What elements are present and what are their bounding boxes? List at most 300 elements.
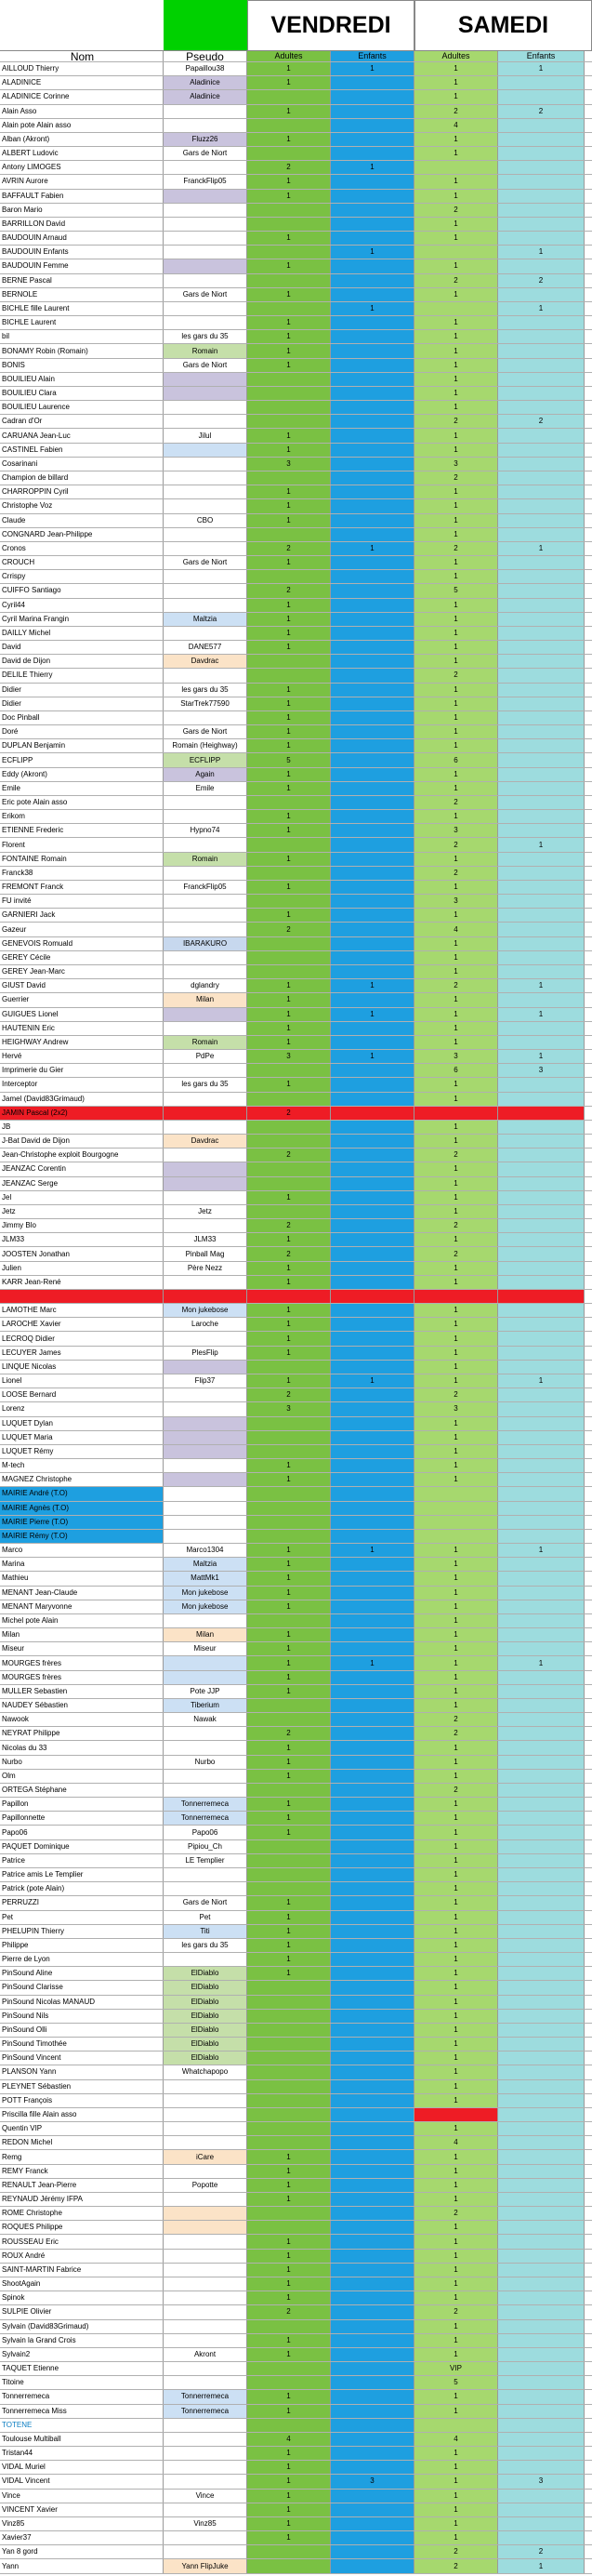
cell-nom: Jel — [0, 1191, 164, 1204]
cell-samedi-enfants: 3 — [498, 1064, 585, 1077]
table-row — [0, 1177, 592, 1191]
cell-samedi-enfants — [498, 2461, 585, 2474]
cell-nom: Jamel (David83Grimaud) — [0, 1093, 164, 1106]
cell-vendredi-adultes: 1 — [247, 810, 331, 823]
cell-samedi-adultes: 1 — [414, 1628, 498, 1641]
cell-vendredi-adultes — [247, 2376, 331, 2389]
table-row — [0, 246, 592, 259]
cell-nom: Nawook — [0, 1713, 164, 1726]
cell-vendredi-enfants — [331, 1572, 414, 1585]
cell-samedi-adultes: 1 — [414, 1756, 498, 1769]
cell-vendredi-enfants — [331, 2490, 414, 2503]
cell-samedi-enfants — [498, 1784, 585, 1797]
table-row — [0, 2038, 592, 2052]
cell-samedi-adultes: 1 — [414, 1854, 498, 1867]
cell-vendredi-enfants — [331, 1417, 414, 1430]
cell-pseudo: Titi — [164, 1925, 247, 1938]
cell-nom: Milan — [0, 1628, 164, 1641]
cell-vendredi-enfants — [331, 867, 414, 880]
cell-vendredi-enfants — [331, 641, 414, 654]
cell-samedi-adultes: 1 — [414, 1882, 498, 1895]
cell-vendredi-adultes — [247, 937, 331, 950]
cell-samedi-enfants — [498, 1600, 585, 1613]
cell-pseudo — [164, 909, 247, 922]
cell-samedi-adultes: 4 — [414, 2136, 498, 2149]
cell-vendredi-adultes: 1 — [247, 1896, 331, 1909]
cell-samedi-adultes: 3 — [414, 824, 498, 837]
cell-samedi-adultes: 1 — [414, 937, 498, 950]
cell-vendredi-adultes: 5 — [247, 753, 331, 766]
cell-samedi-enfants — [498, 2065, 585, 2078]
cell-vendredi-adultes: 1 — [247, 1656, 331, 1669]
cell-samedi-enfants — [498, 1798, 585, 1811]
cell-nom: GEREY Cécile — [0, 951, 164, 964]
cell-pseudo — [164, 1417, 247, 1430]
cell-samedi-adultes: 1 — [414, 1671, 498, 1684]
cell-pseudo: Marco1304 — [164, 1544, 247, 1557]
cell-nom: Antony LIMOGES — [0, 161, 164, 174]
cell-nom: PHELUPIN Thierry — [0, 1925, 164, 1938]
cell-vendredi-enfants — [331, 499, 414, 512]
cell-samedi-enfants — [498, 1756, 585, 1769]
cell-samedi-adultes: 1 — [414, 782, 498, 795]
cell-samedi-adultes: 1 — [414, 316, 498, 329]
cell-samedi-adultes: 1 — [414, 1614, 498, 1627]
cell-samedi-enfants — [498, 1078, 585, 1091]
cell-vendredi-enfants — [331, 1388, 414, 1401]
cell-samedi-adultes: 1 — [414, 2390, 498, 2403]
cell-vendredi-adultes — [247, 2320, 331, 2333]
cell-samedi-adultes: 1 — [414, 768, 498, 781]
cell-samedi-adultes: 1 — [414, 2024, 498, 2037]
cell-nom: Tonnerremeca Miss — [0, 2405, 164, 2418]
cell-pseudo — [164, 2136, 247, 2149]
cell-samedi-adultes: 1 — [414, 2193, 498, 2206]
cell-vendredi-adultes: 1 — [247, 993, 331, 1006]
cell-nom: CARUANA Jean-Luc — [0, 429, 164, 442]
cell-samedi-enfants — [498, 175, 585, 188]
table-row — [0, 2405, 592, 2419]
cell-vendredi-enfants — [331, 1487, 414, 1500]
cell-samedi-enfants — [498, 570, 585, 583]
cell-vendredi-adultes: 1 — [247, 444, 331, 457]
cell-vendredi-enfants — [331, 796, 414, 809]
cell-pseudo: FranckFlip05 — [164, 881, 247, 894]
cell-vendredi-enfants: 1 — [331, 302, 414, 315]
cell-pseudo — [164, 1516, 247, 1529]
table-row — [0, 90, 592, 104]
cell-vendredi-adultes: 1 — [247, 782, 331, 795]
cell-vendredi-adultes: 1 — [247, 1191, 331, 1204]
table-row — [0, 895, 592, 909]
cell-pseudo — [164, 627, 247, 640]
cell-samedi-adultes: 1 — [414, 641, 498, 654]
cell-nom: POTT François — [0, 2094, 164, 2107]
cell-nom: Nicolas du 33 — [0, 1741, 164, 1754]
cell-samedi-adultes: 1 — [414, 1121, 498, 1134]
cell-nom: BOUILIEU Laurence — [0, 401, 164, 414]
table-row — [0, 2277, 592, 2291]
cell-vendredi-enfants — [331, 965, 414, 978]
cell-samedi-enfants — [498, 853, 585, 866]
cell-pseudo: Tonnerremeca — [164, 2390, 247, 2403]
cell-samedi-adultes: 2 — [414, 1727, 498, 1740]
table-row — [0, 584, 592, 598]
cell-vendredi-enfants — [331, 401, 414, 414]
cell-pseudo — [164, 190, 247, 203]
table-row — [0, 2179, 592, 2193]
cell-vendredi-adultes: 1 — [247, 2348, 331, 2361]
cell-samedi-enfants: 1 — [498, 302, 585, 315]
cell-vendredi-adultes: 1 — [247, 613, 331, 626]
table-row — [0, 1671, 592, 1685]
cell-pseudo: FranckFlip05 — [164, 175, 247, 188]
table-row — [0, 204, 592, 218]
cell-vendredi-adultes: 3 — [247, 1050, 331, 1063]
table-row — [0, 1587, 592, 1600]
cell-samedi-adultes: 1 — [414, 1967, 498, 1980]
cell-samedi-enfants — [498, 316, 585, 329]
cell-pseudo — [164, 1290, 247, 1303]
table-row — [0, 1600, 592, 1614]
cell-pseudo — [164, 2094, 247, 2107]
cell-pseudo — [164, 1671, 247, 1684]
cell-samedi-adultes: 1 — [414, 2221, 498, 2234]
cell-pseudo — [164, 1741, 247, 1754]
cell-samedi-adultes: 1 — [414, 190, 498, 203]
cell-pseudo — [164, 1008, 247, 1021]
cell-samedi-enfants — [498, 2235, 585, 2248]
cell-pseudo — [164, 218, 247, 231]
cell-vendredi-enfants — [331, 387, 414, 400]
cell-vendredi-adultes — [247, 1854, 331, 1867]
cell-vendredi-enfants — [331, 2250, 414, 2263]
cell-samedi-adultes: 1 — [414, 133, 498, 146]
cell-samedi-adultes: 1 — [414, 401, 498, 414]
cell-samedi-adultes: 2 — [414, 1784, 498, 1797]
cell-vendredi-adultes — [247, 1784, 331, 1797]
cell-vendredi-adultes: 1 — [247, 1332, 331, 1345]
table-row — [0, 1996, 592, 2010]
cell-pseudo — [164, 2277, 247, 2291]
cell-nom: JB — [0, 1121, 164, 1134]
cell-vendredi-enfants — [331, 274, 414, 287]
cell-nom: LAROCHE Xavier — [0, 1318, 164, 1331]
table-row — [0, 499, 592, 513]
cell-pseudo: Romain — [164, 853, 247, 866]
cell-nom: PinSound Nils — [0, 2010, 164, 2023]
cell-pseudo — [164, 373, 247, 386]
table-row — [0, 62, 592, 76]
cell-vendredi-adultes: 1 — [247, 2390, 331, 2403]
cell-pseudo — [164, 1882, 247, 1895]
cell-vendredi-enfants — [331, 1402, 414, 1415]
table-row — [0, 1812, 592, 1826]
cell-pseudo — [164, 2334, 247, 2347]
cell-samedi-enfants — [498, 1727, 585, 1740]
cell-samedi-adultes: 1 — [414, 359, 498, 372]
table-row — [0, 429, 592, 443]
cell-vendredi-enfants — [331, 1304, 414, 1317]
table-row — [0, 133, 592, 147]
cell-samedi-enfants — [498, 1685, 585, 1698]
cell-vendredi-enfants — [331, 471, 414, 485]
cell-samedi-adultes: 1 — [414, 810, 498, 823]
cell-samedi-enfants — [498, 1022, 585, 1035]
cell-pseudo: Laroche — [164, 1318, 247, 1331]
cell-vendredi-enfants — [331, 1713, 414, 1726]
cell-samedi-adultes: 4 — [414, 923, 498, 936]
cell-samedi-enfants: 2 — [498, 105, 585, 118]
cell-pseudo: Mon jukebose — [164, 1587, 247, 1600]
cell-samedi-adultes: 1 — [414, 218, 498, 231]
cell-samedi-adultes: 1 — [414, 2531, 498, 2544]
cell-nom: M-tech — [0, 1459, 164, 1472]
cell-samedi-adultes: 2 — [414, 2545, 498, 2558]
cell-samedi-adultes — [414, 1107, 498, 1120]
cell-samedi-enfants — [498, 359, 585, 372]
cell-nom: DAILLY Michel — [0, 627, 164, 640]
cell-vendredi-enfants — [331, 2108, 414, 2121]
cell-vendredi-adultes: 1 — [247, 881, 331, 894]
cell-nom: DELILE Thierry — [0, 669, 164, 682]
table-row — [0, 1304, 592, 1318]
cell-vendredi-enfants — [331, 824, 414, 837]
cell-pseudo: Flip37 — [164, 1374, 247, 1388]
cell-nom: JAMIN Pascal (2x2) — [0, 1107, 164, 1120]
cell-samedi-enfants — [498, 2094, 585, 2107]
cell-pseudo: ElDiablo — [164, 2010, 247, 2023]
cell-pseudo: CBO — [164, 514, 247, 527]
cell-nom: Julien — [0, 1262, 164, 1275]
cell-vendredi-enfants — [331, 1741, 414, 1754]
cell-samedi-enfants — [498, 627, 585, 640]
cell-vendredi-enfants — [331, 1981, 414, 1994]
cell-samedi-enfants — [498, 951, 585, 964]
cell-nom: MENANT Maryvonne — [0, 1600, 164, 1613]
table-row — [0, 415, 592, 429]
cell-samedi-enfants — [498, 1191, 585, 1204]
cell-pseudo — [164, 2108, 247, 2121]
cell-pseudo — [164, 867, 247, 880]
table-row — [0, 711, 592, 725]
cell-nom: TOTENE — [0, 2419, 164, 2432]
cell-pseudo: Gars de Niort — [164, 147, 247, 160]
cell-vendredi-adultes — [247, 895, 331, 908]
cell-nom: Alban (Akront) — [0, 133, 164, 146]
cell-vendredi-enfants: 1 — [331, 542, 414, 555]
cell-nom: David — [0, 641, 164, 654]
cell-pseudo: Hypno74 — [164, 824, 247, 837]
cell-vendredi-enfants — [331, 1064, 414, 1077]
cell-nom: BONAMY Robin (Romain) — [0, 344, 164, 357]
cell-vendredi-adultes — [247, 2024, 331, 2037]
cell-samedi-enfants — [498, 965, 585, 978]
cell-vendredi-enfants — [331, 1868, 414, 1881]
cell-nom: BAFFAULT Fabien — [0, 190, 164, 203]
cell-nom: MAGNEZ Christophe — [0, 1473, 164, 1486]
cell-pseudo — [164, 401, 247, 414]
cell-samedi-enfants — [498, 218, 585, 231]
cell-vendredi-enfants — [331, 218, 414, 231]
cell-nom: GENEVOIS Romuald — [0, 937, 164, 950]
cell-pseudo: Miseur — [164, 1642, 247, 1655]
cell-samedi-adultes: 1 — [414, 2517, 498, 2530]
cell-samedi-adultes: 1 — [414, 1600, 498, 1613]
cell-samedi-enfants — [498, 1205, 585, 1218]
cell-nom: MAIRIE Pierre (T.O) — [0, 1516, 164, 1529]
cell-vendredi-enfants — [331, 1558, 414, 1571]
cell-samedi-adultes: 1 — [414, 1685, 498, 1698]
cell-nom: MAIRIE André (T.O) — [0, 1487, 164, 1500]
cell-vendredi-enfants — [331, 1967, 414, 1980]
cell-pseudo — [164, 2419, 247, 2432]
cell-nom: ROUSSEAU Eric — [0, 2235, 164, 2248]
cell-nom: GUIGUES Lionel — [0, 1008, 164, 1021]
cell-nom: CUIFFO Santiago — [0, 584, 164, 597]
cell-vendredi-enfants — [331, 1205, 414, 1218]
cell-pseudo: Gars de Niort — [164, 725, 247, 738]
cell-vendredi-enfants — [331, 2122, 414, 2135]
cell-samedi-adultes: 2 — [414, 105, 498, 118]
cell-samedi-adultes: 1 — [414, 2235, 498, 2248]
cell-samedi-enfants — [498, 147, 585, 160]
table-row — [0, 2235, 592, 2249]
cell-pseudo — [164, 259, 247, 272]
cell-pseudo: Jilul — [164, 429, 247, 442]
table-row — [0, 909, 592, 923]
cell-vendredi-enfants — [331, 2065, 414, 2078]
cell-samedi-adultes: 4 — [414, 119, 498, 132]
table-row — [0, 1840, 592, 1854]
cell-pseudo — [164, 485, 247, 498]
cell-nom: Hervé — [0, 1050, 164, 1063]
cell-samedi-enfants — [498, 1558, 585, 1571]
cell-samedi-adultes: 1 — [414, 330, 498, 343]
cell-samedi-adultes — [414, 1290, 498, 1303]
cell-vendredi-adultes: 1 — [247, 1600, 331, 1613]
cell-samedi-adultes: 1 — [414, 2490, 498, 2503]
cell-pseudo — [164, 2193, 247, 2206]
cell-nom: Nurbo — [0, 1756, 164, 1769]
cell-vendredi-adultes: 1 — [247, 1642, 331, 1655]
cell-samedi-adultes: 1 — [414, 739, 498, 752]
cell-vendredi-adultes — [247, 1840, 331, 1853]
cell-vendredi-adultes: 1 — [247, 2165, 331, 2178]
cell-nom: HEIGHWAY Andrew — [0, 1036, 164, 1049]
cell-samedi-adultes: 1 — [414, 1587, 498, 1600]
cell-pseudo: Milan — [164, 993, 247, 1006]
cell-samedi-enfants — [498, 1290, 585, 1303]
table-row — [0, 105, 592, 119]
cell-samedi-enfants — [498, 344, 585, 357]
table-row — [0, 1981, 592, 1995]
table-row — [0, 471, 592, 485]
cell-samedi-enfants — [498, 1770, 585, 1783]
cell-samedi-enfants — [498, 739, 585, 752]
cell-samedi-enfants — [498, 1713, 585, 1726]
cell-vendredi-enfants — [331, 2277, 414, 2291]
cell-nom: LOOSE Bernard — [0, 1388, 164, 1401]
cell-vendredi-adultes: 1 — [247, 1544, 331, 1557]
cell-samedi-adultes: 4 — [414, 2433, 498, 2446]
cell-samedi-enfants — [498, 2264, 585, 2277]
cell-nom: LECROQ Didier — [0, 1332, 164, 1345]
table-row — [0, 259, 592, 273]
table-row — [0, 1473, 592, 1487]
cell-samedi-adultes: 1 — [414, 2150, 498, 2163]
cell-pseudo — [164, 810, 247, 823]
cell-samedi-enfants — [498, 444, 585, 457]
cell-pseudo: Popotte — [164, 2179, 247, 2192]
cell-pseudo: Vinz85 — [164, 2517, 247, 2530]
cell-vendredi-enfants — [331, 2080, 414, 2093]
cell-pseudo — [164, 951, 247, 964]
cell-vendredi-adultes — [247, 2362, 331, 2375]
cell-nom: David de Dijon — [0, 655, 164, 668]
cell-samedi-adultes: 1 — [414, 528, 498, 541]
cell-vendredi-enfants — [331, 1614, 414, 1627]
cell-samedi-enfants — [498, 2390, 585, 2403]
cell-samedi-adultes: 2 — [414, 979, 498, 992]
cell-samedi-adultes: 6 — [414, 1064, 498, 1077]
cell-vendredi-adultes: 3 — [247, 1402, 331, 1415]
cell-samedi-enfants — [498, 133, 585, 146]
cell-nom: PinSound Aline — [0, 1967, 164, 1980]
cell-vendredi-adultes: 1 — [247, 105, 331, 118]
table-row — [0, 838, 592, 852]
cell-pseudo: ElDiablo — [164, 1996, 247, 2009]
cell-samedi-enfants — [498, 1925, 585, 1938]
cell-vendredi-adultes — [247, 2207, 331, 2220]
cell-nom: VINCENT Xavier — [0, 2503, 164, 2516]
cell-vendredi-adultes: 1 — [247, 1262, 331, 1275]
cell-vendredi-enfants — [331, 655, 414, 668]
cell-pseudo — [164, 711, 247, 724]
cell-samedi-enfants — [498, 429, 585, 442]
cell-pseudo — [164, 2264, 247, 2277]
cell-vendredi-adultes: 2 — [247, 2305, 331, 2318]
cell-pseudo: Papaillou38 — [164, 62, 247, 75]
table-row — [0, 1008, 592, 1022]
cell-pseudo — [164, 1361, 247, 1374]
cell-vendredi-adultes — [247, 2136, 331, 2149]
cell-samedi-enfants — [498, 288, 585, 301]
cell-pseudo — [164, 2207, 247, 2220]
cell-vendredi-enfants — [331, 1191, 414, 1204]
table-row — [0, 1882, 592, 1896]
cell-vendredi-adultes: 1 — [247, 697, 331, 710]
table-row — [0, 2250, 592, 2264]
cell-samedi-adultes: 1 — [414, 344, 498, 357]
cell-pseudo: Tiberium — [164, 1699, 247, 1712]
cell-pseudo — [164, 499, 247, 512]
cell-samedi-enfants — [498, 796, 585, 809]
cell-pseudo: Jetz — [164, 1205, 247, 1218]
cell-vendredi-enfants — [331, 2334, 414, 2347]
cell-nom: GEREY Jean-Marc — [0, 965, 164, 978]
cell-vendredi-enfants — [331, 359, 414, 372]
cell-pseudo — [164, 796, 247, 809]
cell-vendredi-enfants — [331, 1840, 414, 1853]
cell-nom: Michel pote Alain — [0, 1614, 164, 1627]
cell-samedi-adultes: 2 — [414, 838, 498, 851]
cell-samedi-adultes — [414, 2419, 498, 2432]
cell-samedi-adultes: 1 — [414, 1996, 498, 2009]
samedi-title: SAMEDI — [414, 0, 592, 50]
cell-samedi-enfants — [498, 528, 585, 541]
cell-vendredi-enfants — [331, 2405, 414, 2418]
